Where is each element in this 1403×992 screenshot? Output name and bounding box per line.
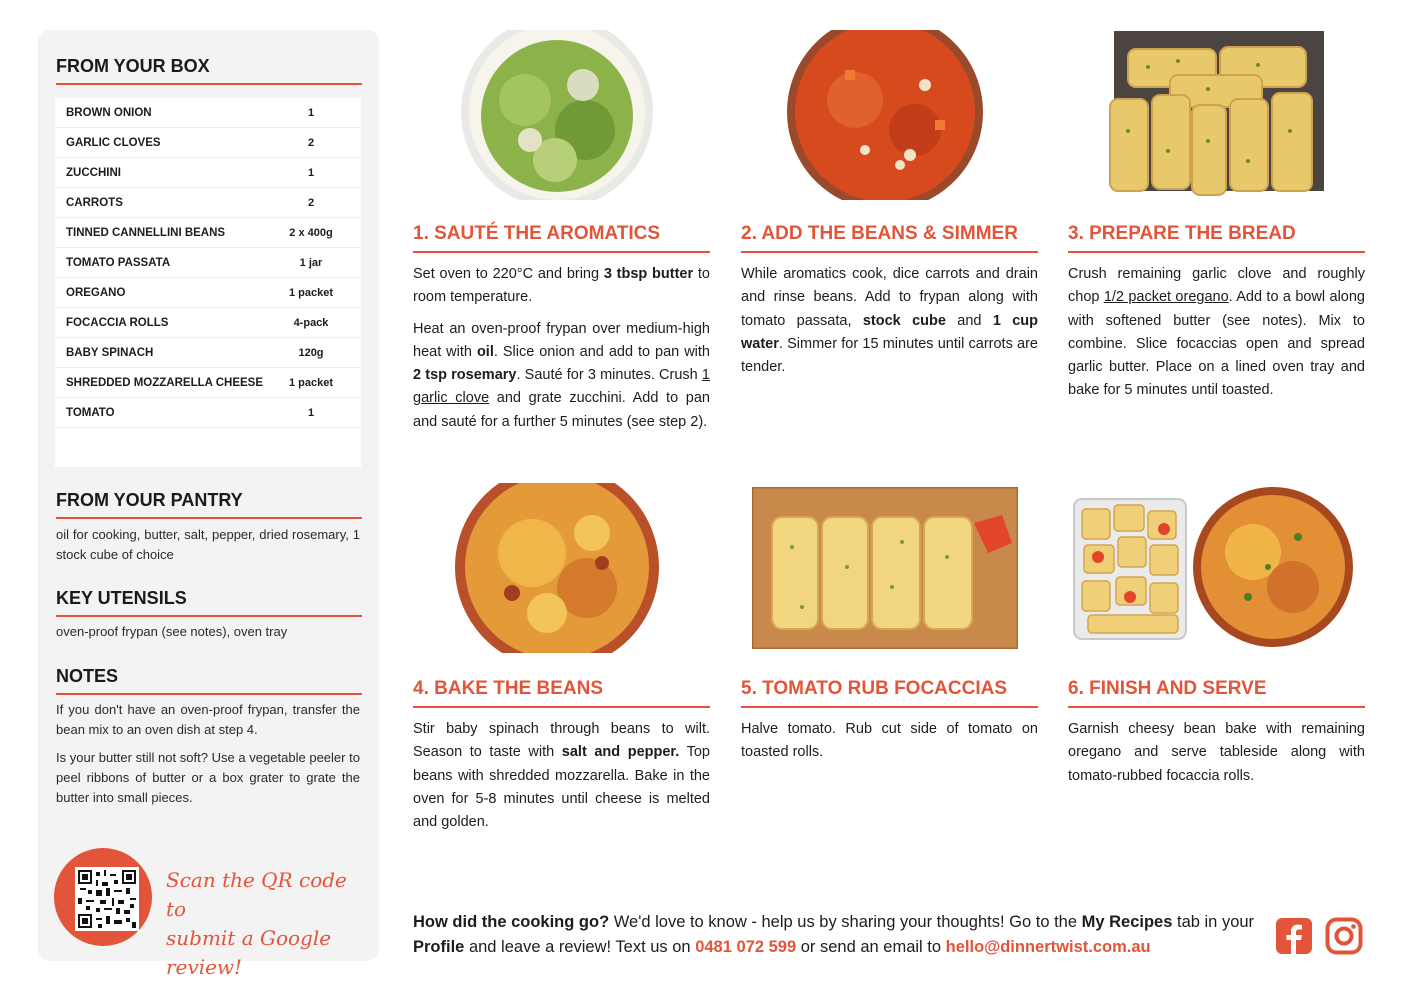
ingredient-qty: 1 packet	[288, 286, 334, 299]
step-paragraph	[741, 718, 1038, 765]
ingredient-qty: 2	[307, 196, 315, 209]
ingredient-row	[55, 338, 361, 368]
ingredient-name: SHREDDED MOZZARELLA CHEESE	[66, 376, 263, 389]
ingredient-name: TOMATO PASSATA	[66, 256, 171, 269]
step-6-title: 6. FINISH AND SERVE	[1068, 678, 1365, 708]
ingredient-qty: 120g	[298, 346, 324, 359]
step-3	[1068, 223, 1365, 411]
ingredient-qty: 1 jar	[299, 256, 323, 269]
bold-text: 1 cup water	[741, 312, 1039, 352]
step-5-body	[741, 718, 1038, 765]
step-1-image	[455, 30, 659, 200]
ingredient-name: ZUCCHINI	[66, 166, 121, 179]
step-2-body	[741, 263, 1038, 379]
step-5-image	[752, 487, 1018, 649]
bold-text: stock cube	[862, 312, 946, 329]
step-6-body	[1068, 718, 1365, 788]
footer-text-3: and leave a review! Text us on	[464, 938, 696, 956]
step-3-title: 3. PREPARE THE BREAD	[1068, 223, 1365, 253]
step-5-title: 5. TOMATO RUB FOCACCIAS	[741, 678, 1038, 708]
step-2	[741, 223, 1038, 387]
step-paragraph	[413, 263, 710, 310]
ingredient-row	[55, 98, 361, 128]
qr-review-text	[166, 866, 366, 982]
step-text: . Sauté for 3 minutes. Crush	[516, 367, 702, 384]
key-utensils-title: KEY UTENSILS	[56, 588, 362, 617]
ingredient-row	[55, 398, 361, 428]
ingredient-name: TINNED CANNELLINI BEANS	[66, 226, 226, 239]
ingredient-row	[55, 128, 361, 158]
footer-text-4: or send an email to	[796, 938, 946, 956]
step-text: and grate zucchini. Add to pan and sauté for a further 5 minutes (see step 2).	[413, 390, 710, 430]
facebook-icon[interactable]	[1275, 917, 1313, 955]
ingredient-row	[55, 278, 361, 308]
step-1	[413, 223, 710, 442]
step-paragraph	[413, 318, 710, 434]
qr-text-line2: submit a Google review!	[166, 926, 332, 979]
step-6	[1068, 678, 1365, 796]
step-paragraph	[413, 718, 710, 834]
ingredient-name: BROWN ONION	[66, 106, 152, 119]
ingredient-row	[55, 248, 361, 278]
notes-title: NOTES	[56, 666, 362, 695]
ingredient-qty: 2 x 400g	[289, 226, 333, 239]
from-your-box-title: FROM YOUR BOX	[56, 56, 362, 85]
qr-code-icon[interactable]	[75, 867, 139, 931]
ingredient-row	[55, 308, 361, 338]
qr-text-line1: Scan the QR code to	[166, 868, 347, 921]
step-3-body	[1068, 263, 1365, 403]
step-text: . Simmer for 15 minutes until carrots are tender.	[741, 335, 1038, 376]
ingredient-qty: 2	[307, 136, 315, 149]
step-paragraph	[1068, 263, 1365, 403]
step-text: . Slice onion and add to pan with	[493, 343, 710, 360]
ingredient-name: OREGANO	[66, 286, 126, 299]
profile-link[interactable]: Profile	[413, 938, 465, 956]
ingredient-name: CARROTS	[66, 196, 123, 209]
ingredient-row	[55, 188, 361, 218]
step-paragraph	[1068, 718, 1365, 788]
feedback-footer	[413, 910, 1263, 960]
footer-question: How did the cooking go?	[413, 913, 610, 931]
ingredients-table	[55, 98, 361, 467]
step-text: Halve tomato. Rub cut side of tomato on toasted rolls.	[741, 721, 1038, 761]
ingredient-name: TOMATO	[66, 406, 115, 419]
step-text: to room temperature.	[413, 266, 710, 306]
utensils-text: oven-proof frypan (see notes), oven tray	[56, 624, 288, 639]
step-text: Garnish cheesy bean bake with remaining oregano and serve tableside along with tomato-rubbed focaccia rolls.	[1068, 721, 1365, 784]
step-2-title: 2. ADD THE BEANS & SIMMER	[741, 223, 1038, 253]
step-text: . Add to a bowl along with softened butter (see notes). Mix to combine. Slice focaccias open and spread garlic butter. Place on a lined oven tray and bake for 5 minutes until toasted.	[1068, 289, 1365, 399]
ingredient-row	[55, 218, 361, 248]
step-4-body	[413, 718, 710, 834]
my-recipes-link[interactable]: My Recipes	[1081, 913, 1173, 931]
ingredient-qty: 1	[307, 406, 315, 419]
step-1-body	[413, 263, 710, 434]
bold-text: oil	[476, 343, 494, 360]
sidebar	[38, 30, 379, 979]
bold-text: 2 tsp rosemary	[413, 367, 517, 384]
ingredient-name: GARLIC CLOVES	[66, 136, 161, 149]
email-link[interactable]: hello@dinnertwist.com.au	[945, 938, 1151, 956]
phone-link[interactable]: 0481 072 599	[695, 938, 797, 956]
underlined-text: 1 garlic clove	[413, 367, 710, 407]
instagram-icon[interactable]	[1325, 917, 1363, 955]
note-1: If you don't have an oven-proof frypan, transfer the bean mix to an oven dish at step 4.	[56, 702, 360, 737]
bold-text: salt and pepper.	[561, 744, 680, 761]
ingredient-name: BABY SPINACH	[66, 346, 154, 359]
step-1-title: 1. SAUTÉ THE AROMATICS	[413, 223, 710, 253]
step-text: Heat an oven-proof frypan over medium-high heat with	[413, 320, 710, 360]
step-5	[741, 678, 1038, 773]
ingredient-qty: 4-pack	[293, 316, 329, 329]
step-paragraph	[741, 263, 1038, 379]
step-4-title: 4. BAKE THE BEANS	[413, 678, 710, 708]
pantry-text: oil for cooking, butter, salt, pepper, dried rosemary, 1 stock cube of choice	[56, 527, 360, 562]
ingredient-qty: 1 packet	[288, 376, 334, 389]
step-6-image	[1068, 487, 1358, 647]
bold-text: 3 tbsp butter	[603, 266, 694, 282]
qr-badge[interactable]	[54, 848, 152, 946]
step-4	[413, 678, 710, 842]
ingredient-name: FOCACCIA ROLLS	[66, 316, 169, 329]
step-2-image	[785, 30, 985, 200]
underlined-text: 1/2 packet oregano	[1103, 289, 1229, 306]
ingredient-row	[55, 158, 361, 188]
step-3-image	[1108, 31, 1326, 196]
step-text: While aromatics cook, dice carrots and drain and rinse beans. Add to frypan along with tomato passata,	[741, 266, 1038, 329]
ingredient-qty: 1	[307, 106, 315, 119]
step-text: Top beans with shredded mozzarella. Bake in the oven for 5-8 minutes until cheese is melted and golden.	[413, 744, 710, 831]
note-2: Is your butter still not soft? Use a vegetable peeler to peel ribbons of butter or a box grater to grate the butter into small pieces.	[56, 750, 360, 805]
step-text: and	[945, 312, 993, 329]
step-text: Set oven to 220°C and bring	[413, 266, 604, 282]
ingredient-row	[55, 368, 361, 398]
step-4-image	[452, 483, 662, 653]
footer-text-1: We'd love to know - help us by sharing your thoughts! Go to the	[609, 913, 1082, 931]
step-text: Stir baby spinach through beans to wilt. Season to taste with	[413, 721, 710, 761]
footer-text-2: tab in your	[1172, 913, 1255, 931]
from-your-pantry-title: FROM YOUR PANTRY	[56, 490, 362, 519]
step-text: Crush remaining garlic clove and roughly chop	[1068, 266, 1365, 306]
ingredient-qty: 1	[307, 166, 315, 179]
